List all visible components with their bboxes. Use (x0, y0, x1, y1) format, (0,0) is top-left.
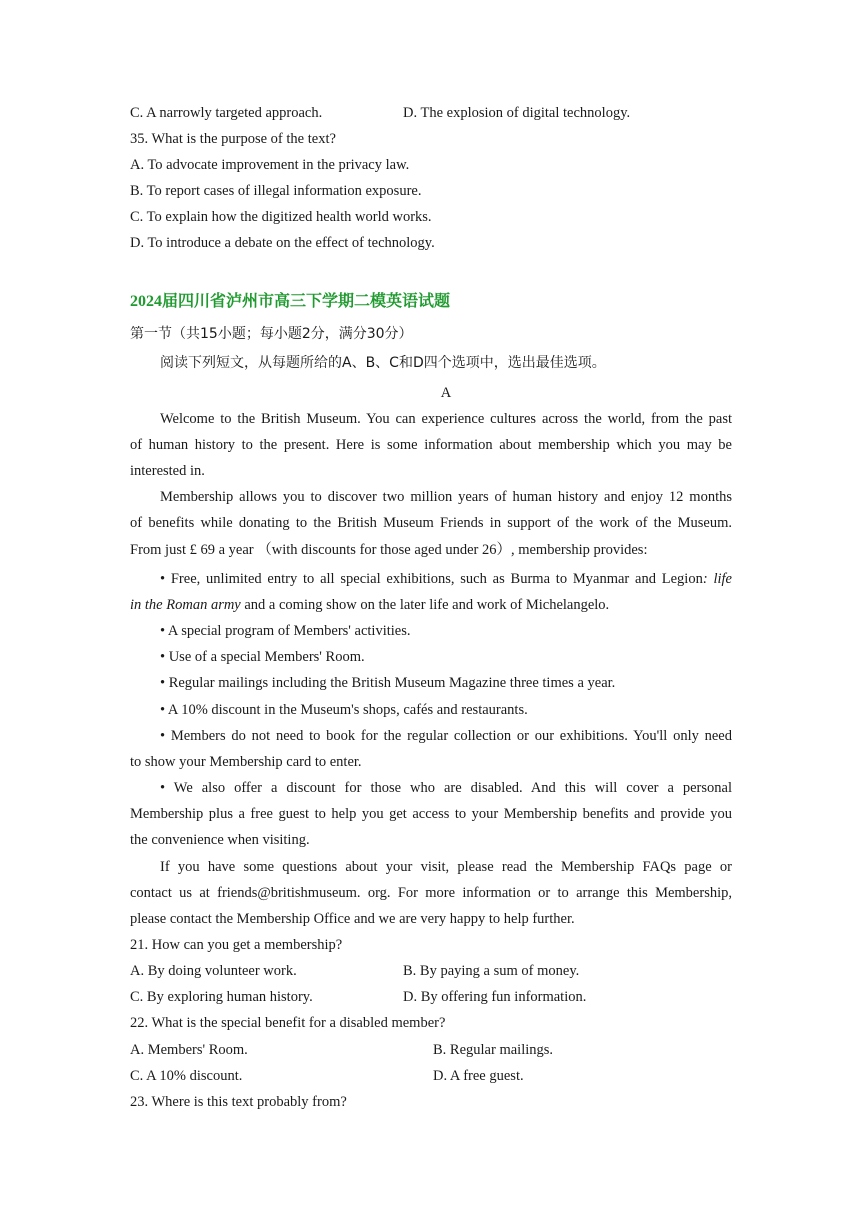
bullet-7-line1: • We also offer a discount for those who are disabled. And this will cover a personal (160, 780, 732, 796)
q22-option-c: C. A 10% discount. (130, 1068, 243, 1084)
bullet-5: • A 10% discount in the Museum's shops, cafés and restaurants. (160, 702, 528, 718)
bullet-6-line2: to show your Membership card to enter. (130, 754, 362, 770)
q22-option-b: B. Regular mailings. (433, 1042, 554, 1058)
q35-option-c: C. To explain how the digitized health world works. (130, 209, 432, 225)
q35-option-b: B. To report cases of illegal information exposure. (130, 183, 422, 199)
q34-option-c: C. A narrowly targeted approach. (130, 105, 323, 121)
bullet-1-text: • Free, unlimited entry to all special exhibitions, such as Burma to Myanmar and Legion (160, 571, 703, 587)
bullet-1-italic-2: in the Roman army (130, 597, 241, 613)
q35-option-a: A. To advocate improvement in the privacy law. (130, 157, 410, 173)
section-title: 2024届四川省泸州市高三下学期二模英语试题 (130, 293, 451, 310)
passage-p3-line3: please contact the Membership Office and we are very happy to help further. (130, 911, 575, 927)
passage-p1-line3: interested in. (130, 463, 205, 479)
passage-p2-line1: Membership allows you to discover two million years of human history and enjoy 12 months (160, 489, 732, 505)
instructions: 阅读下列短文，从每题所给的A、B、C和D四个选项中，选出最佳选项。 (160, 355, 606, 371)
bullet-6-line1: • Members do not need to book for the regular collection or our exhibitions. You'll only need (160, 728, 732, 744)
q34-option-d: D. The explosion of digital technology. (403, 105, 631, 121)
bullet-1-italic: : life (702, 571, 732, 587)
passage-p2-line2: of benefits while donating to the British Museum Friends in support of the work of the Museum. (130, 515, 732, 531)
passage-p1-line1: Welcome to the British Museum. You can experience cultures across the world, from the past (160, 411, 732, 427)
passage-p3-line1: If you have some questions about your visit, please read the Membership FAQs page or (160, 859, 732, 875)
bullet-1-line2 (130, 595, 732, 615)
q22-option-a: A. Members' Room. (130, 1042, 248, 1058)
bullet-4: • Regular mailings including the British Museum Magazine three times a year. (160, 675, 616, 691)
q21-option-d: D. By offering fun information. (403, 989, 587, 1005)
bullet-3: • Use of a special Members' Room. (160, 649, 365, 665)
q35-option-d: D. To introduce a debate on the effect of technology. (130, 235, 435, 251)
bullet-1-line1 (160, 569, 732, 589)
passage-p1-line2: of human history to the present. Here is some information about membership which you may be (130, 437, 732, 453)
bullet-1-rest: and a coming show on the later life and work of Michelangelo. (240, 597, 610, 613)
q35-question: 35. What is the purpose of the text? (130, 131, 336, 147)
q21-question: 21. How can you get a membership? (130, 937, 343, 953)
q21-option-a: A. By doing volunteer work. (130, 963, 297, 979)
q21-option-c: C. By exploring human history. (130, 989, 313, 1005)
bullet-2: • A special program of Members' activities. (160, 623, 411, 639)
passage-p3-line2: contact us at friends@britishmuseum. org. For more information or to arrange this Membership, (130, 885, 732, 901)
q22-option-d: D. A free guest. (433, 1068, 524, 1084)
q23-question: 23. Where is this text probably from? (130, 1094, 347, 1110)
q21-option-b: B. By paying a sum of money. (403, 963, 580, 979)
section-info: 第一节（共15小题；每小题2分，满分30分） (130, 326, 413, 342)
q22-question: 22. What is the special benefit for a disabled member? (130, 1015, 446, 1031)
bullet-7-line2: Membership plus a free guest to help you get access to your Membership benefits and provide you (130, 806, 732, 822)
passage-letter: A (440, 385, 452, 401)
bullet-7-line3: the convenience when visiting. (130, 832, 310, 848)
passage-p2-line3: From just £ 69 a year （with discounts for those aged under 26）, membership provides: (130, 542, 648, 558)
